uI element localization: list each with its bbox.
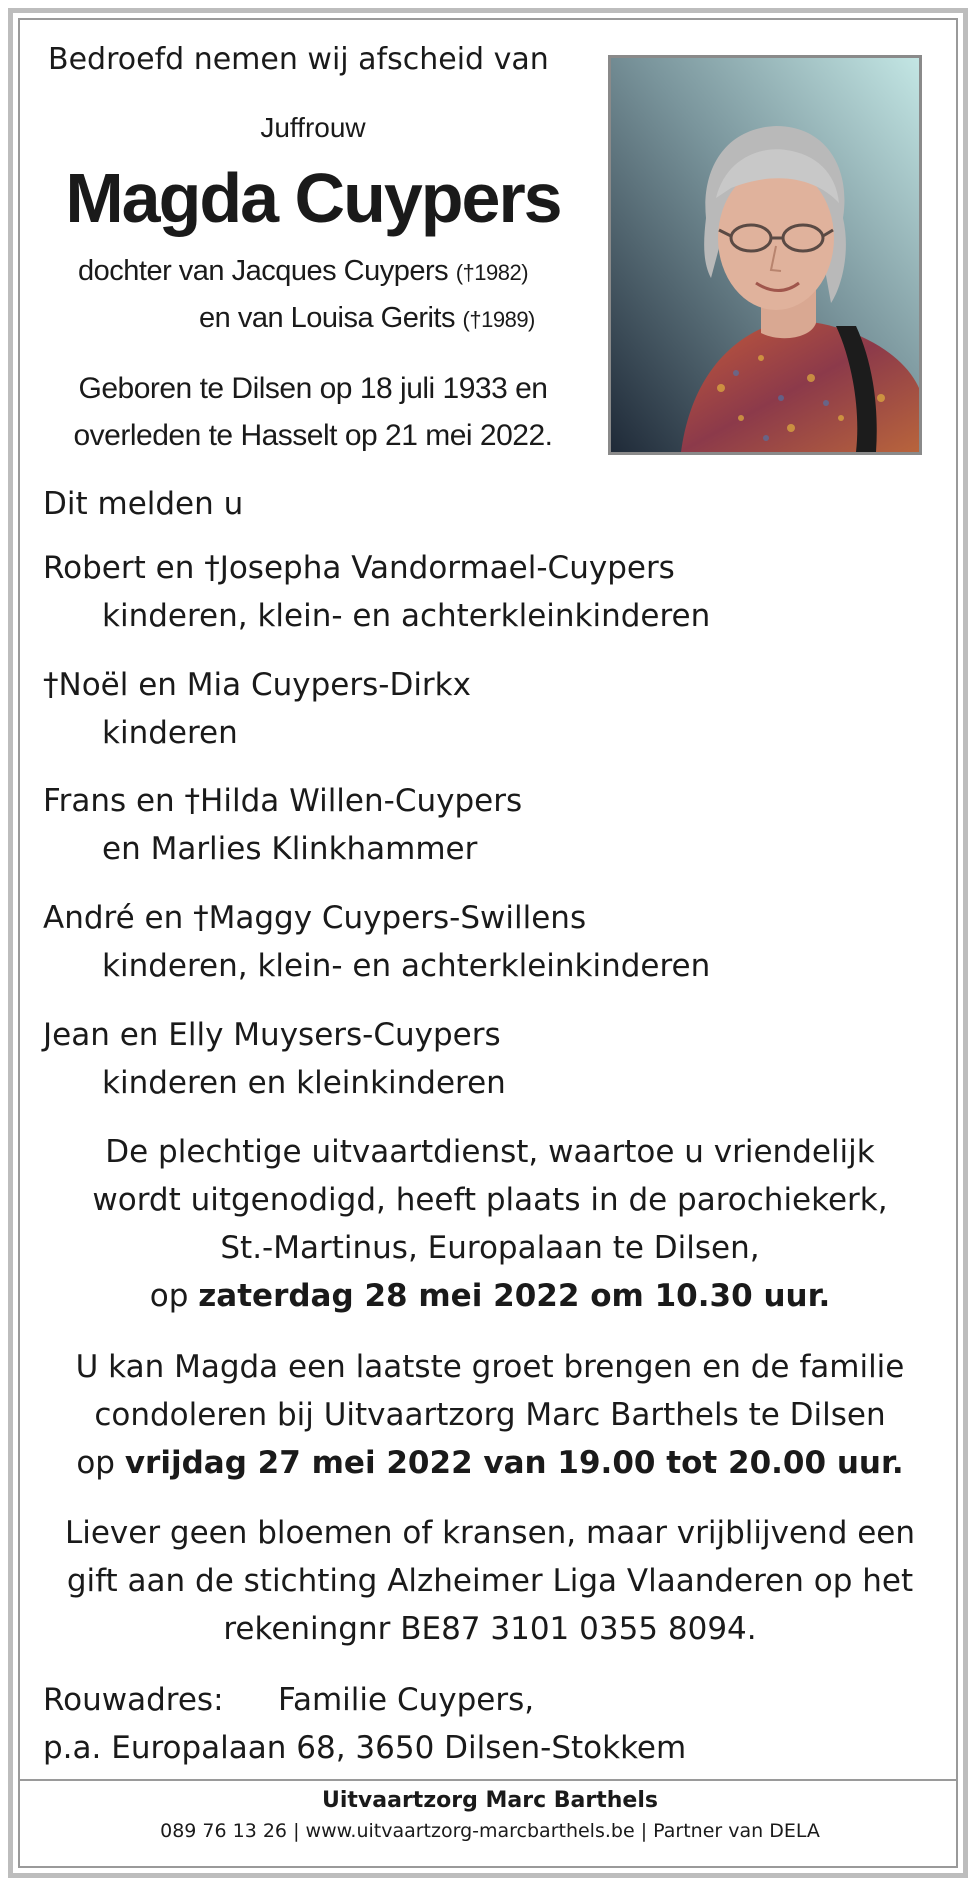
footer-divider — [18, 1779, 958, 1781]
mother-death-year: (†1989) — [462, 307, 535, 332]
mother-text: en van Louisa Gerits — [199, 302, 455, 334]
footer-partner: Partner van DELA — [653, 1820, 820, 1842]
family-sub-1: kinderen, klein- en achterkleinkinderen — [102, 598, 711, 634]
address-label: Rouwadres: — [43, 1682, 224, 1718]
family-sub-3: en Marlies Klinkhammer — [102, 831, 478, 867]
service-date-line — [30, 1278, 950, 1314]
family-sub-5: kinderen en kleinkinderen — [102, 1065, 506, 1101]
birth-line: Geboren te Dilsen op 18 juli 1933 en — [78, 372, 548, 405]
deceased-name: Magda Cuypers — [65, 159, 561, 237]
visit-line-1: U kan Magda een laatste groet brengen en de familie — [75, 1349, 905, 1385]
father-death-year: (†1982) — [455, 260, 529, 285]
service-date: zaterdag 28 mei 2022 om 10.30 uur. — [198, 1278, 831, 1314]
visit-prefix: op — [76, 1445, 125, 1481]
service-prefix: op — [149, 1278, 199, 1314]
death-line: overleden te Hasselt op 21 mei 2022. — [73, 419, 553, 452]
gift-line-1: Liever geen bloemen of kransen, maar vrijblijvend een — [64, 1515, 916, 1551]
announce-text: Dit melden u — [43, 486, 244, 522]
address-line: p.a. Europalaan 68, 3650 Dilsen-Stokkem — [43, 1730, 687, 1766]
service-line-3: St.-Martinus, Europalaan te Dilsen, — [220, 1230, 760, 1266]
address-name: Familie Cuypers, — [278, 1682, 535, 1718]
gift-line-2: gift aan de stichting Alzheimer Liga Vlaanderen op het — [66, 1563, 914, 1599]
portrait-photo — [608, 55, 922, 455]
gift-line-3: rekeningnr BE87 3101 0355 8094. — [223, 1611, 757, 1647]
footer-website-link[interactable]: www.uitvaartzorg-marcbarthels.be — [305, 1820, 635, 1842]
family-name-3: Frans en †Hilda Willen-Cuypers — [43, 783, 523, 819]
father-text: dochter van Jacques Cuypers — [78, 255, 449, 287]
visit-date: vrijdag 27 mei 2022 van 19.00 tot 20.00 uur. — [124, 1445, 904, 1481]
family-name-5: Jean en Elly Muysers-Cuypers — [43, 1017, 501, 1053]
parent-line-mother — [199, 302, 535, 335]
family-sub-4: kinderen, klein- en achterkleinkinderen — [102, 948, 711, 984]
visit-line-2: condoleren bij Uitvaartzorg Marc Barthels te Dilsen — [94, 1397, 886, 1433]
footer-company: Uitvaartzorg Marc Barthels — [322, 1788, 658, 1813]
footer-phone: 089 76 13 26 — [160, 1820, 288, 1842]
footer-contact — [0, 1820, 980, 1842]
family-name-4: André en †Maggy Cuypers-Swillens — [43, 900, 587, 936]
footer-sep-1: | — [293, 1820, 300, 1842]
parent-line-father — [78, 255, 528, 288]
service-line-1: De plechtige uitvaartdienst, waartoe u vriendelijk — [105, 1134, 875, 1170]
family-name-1: Robert en †Josepha Vandormael-Cuypers — [43, 550, 675, 586]
service-line-2: wordt uitgenodigd, heeft plaats in de parochiekerk, — [92, 1182, 888, 1218]
family-sub-2: kinderen — [102, 715, 238, 751]
title-honorific: Juffrouw — [260, 112, 366, 143]
intro-text: Bedroefd nemen wij afscheid van — [48, 42, 549, 77]
family-name-2: †Noël en Mia Cuypers-Dirkx — [43, 667, 471, 703]
footer-sep-2: | — [640, 1820, 648, 1842]
visit-date-line — [30, 1445, 950, 1481]
